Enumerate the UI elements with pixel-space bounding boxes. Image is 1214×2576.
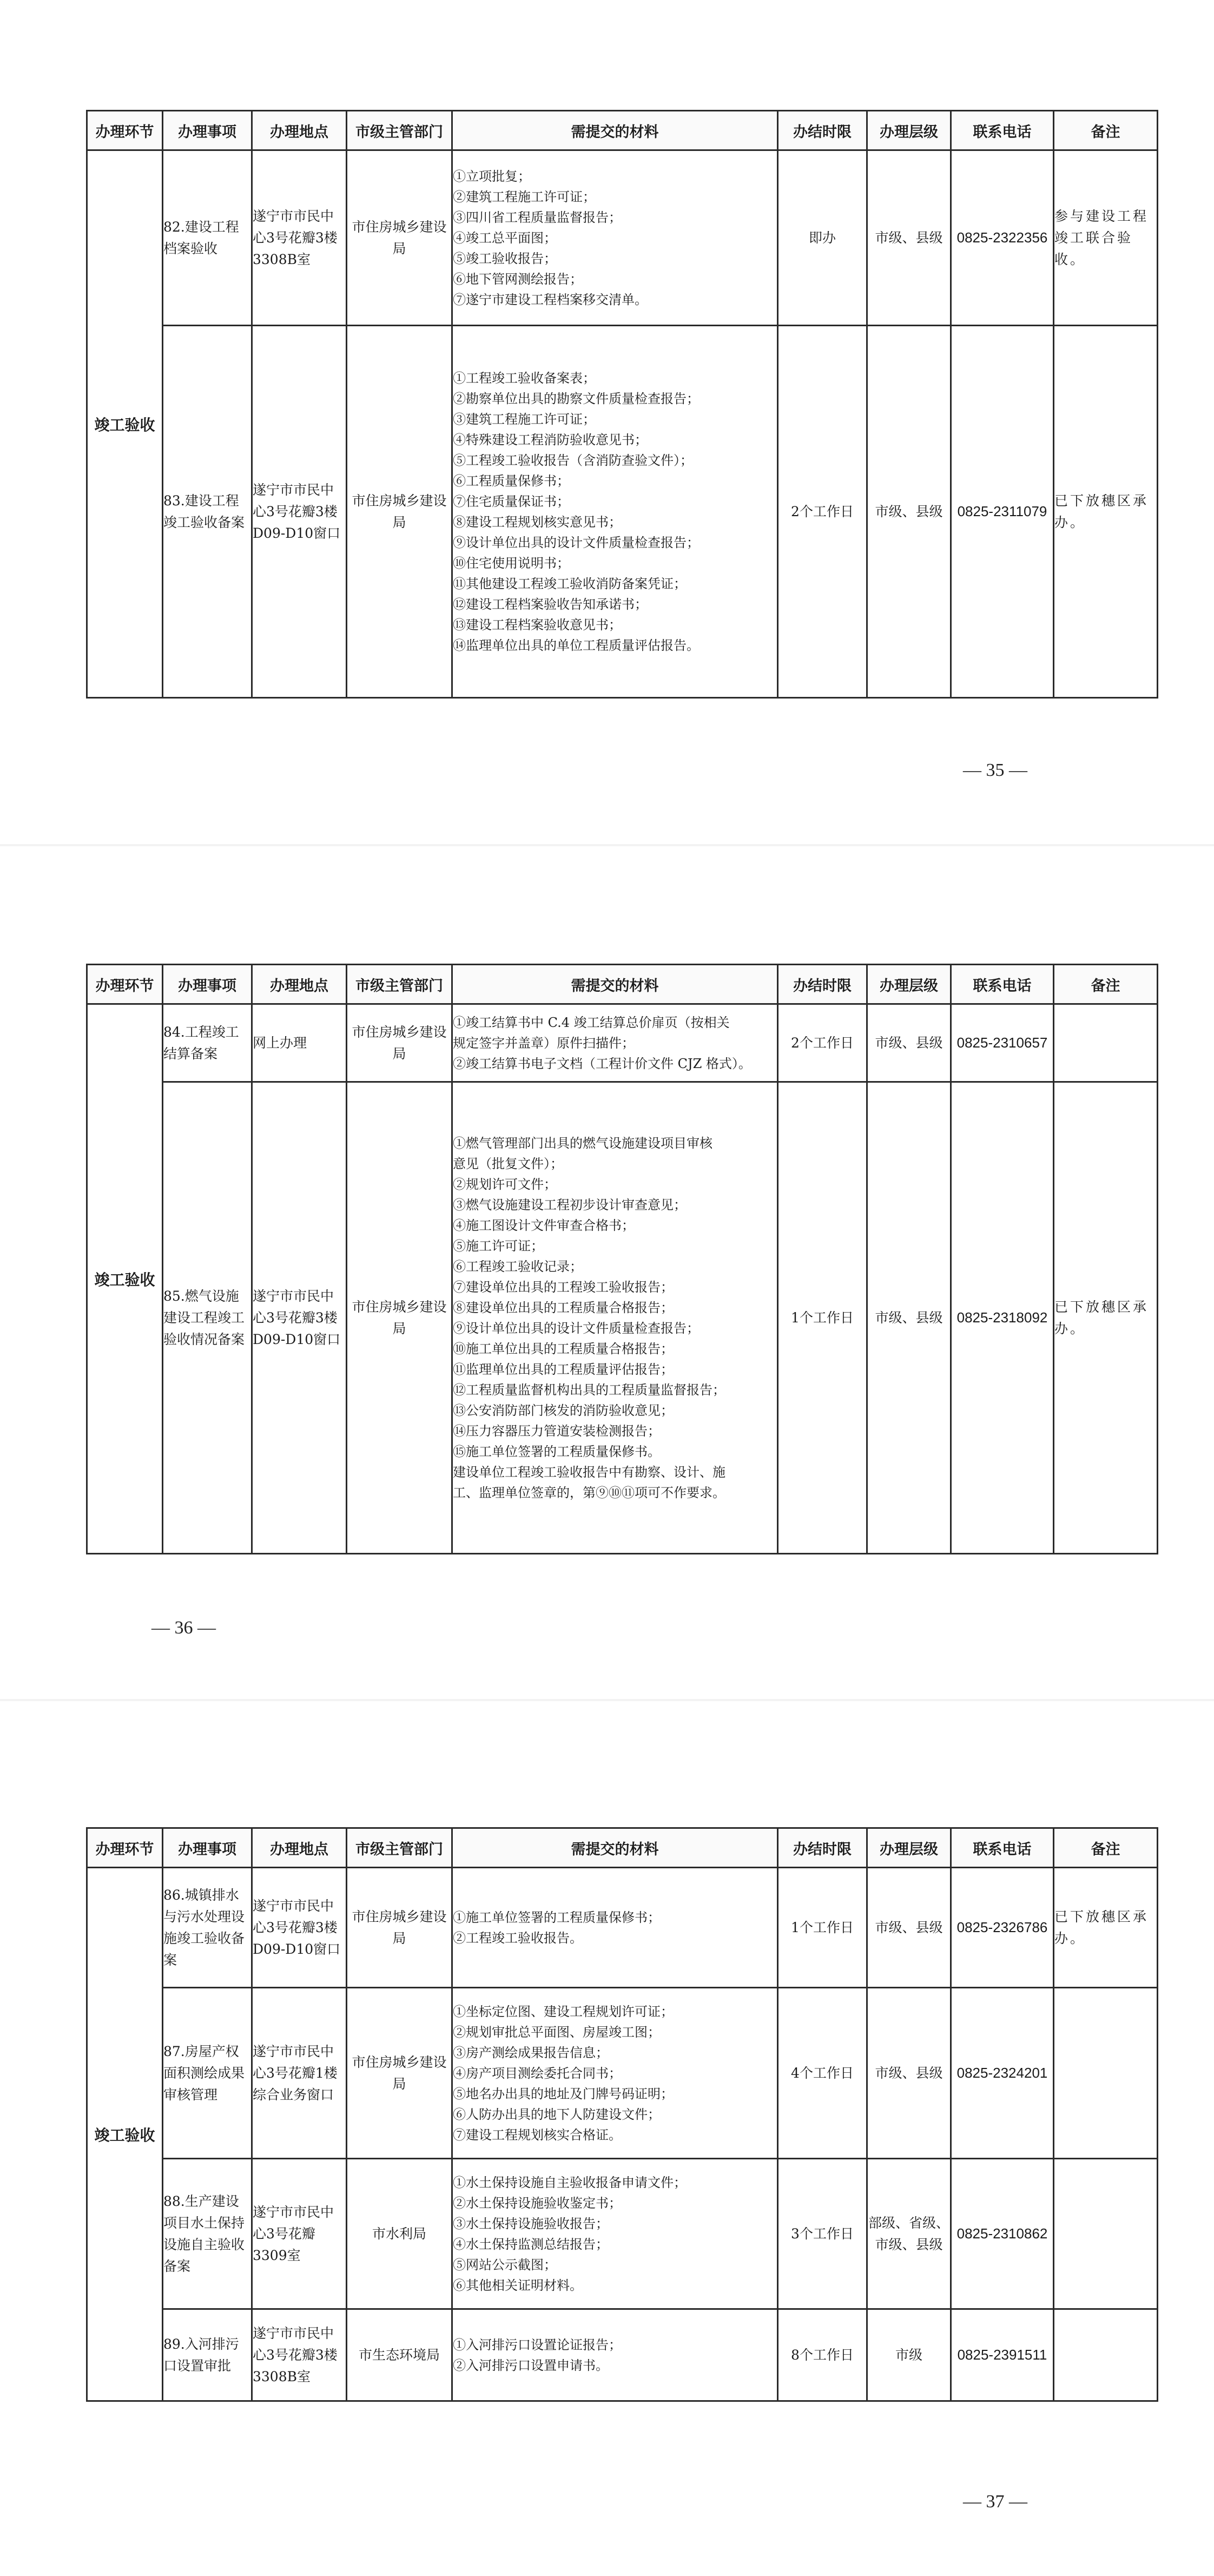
col-header-time: 办结时限	[778, 111, 867, 150]
note-cell: 已下放穗区承办。	[1054, 1868, 1158, 1988]
material-line: ⑤竣工验收报告；	[453, 251, 557, 266]
col-header-level: 办理层级	[867, 1828, 951, 1868]
col-header-materials: 需提交的材料	[452, 111, 778, 150]
level-cell: 市级、县级	[867, 1082, 951, 1554]
material-line: ④施工图设计文件审查合格书；	[453, 1217, 635, 1233]
col-header-stage: 办理环节	[87, 111, 163, 150]
page-36-table	[86, 964, 1158, 1554]
material-line: ②竣工结算书电子文档（工程计价文件 CJZ 格式）。	[453, 1056, 751, 1071]
material-line: 意见（批复文件）；	[453, 1156, 563, 1171]
dept-cell: 市住房城乡建设局	[347, 326, 452, 698]
material-line: ⑦建设工程规划核实合格证。	[453, 2127, 622, 2143]
level-cell: 市级、县级	[867, 326, 951, 698]
materials-cell	[452, 1988, 778, 2159]
item-cell: 87.房屋产权面积测绘成果审核管理	[163, 1988, 252, 2159]
material-line: ⑦遂宁市建设工程档案移交清单。	[453, 292, 648, 307]
material-line: ①坐标定位图、建设工程规划许可证；	[453, 2004, 674, 2019]
material-line: ⑩施工单位出具的工程质量合格报告；	[453, 1341, 674, 1356]
table-row	[87, 1868, 1158, 1988]
material-line: ⑧建设单位出具的工程质量合格报告；	[453, 1300, 674, 1315]
item-cell: 84.工程竣工结算备案	[163, 1004, 252, 1082]
dept-cell: 市住房城乡建设局	[347, 1988, 452, 2159]
stage-cell: 竣工验收	[87, 150, 163, 698]
time-cell: 3个工作日	[778, 2159, 867, 2309]
phone-cell: 0825-2310862	[951, 2159, 1054, 2309]
time-cell: 2个工作日	[778, 1004, 867, 1082]
level-cell: 市级、县级	[867, 1988, 951, 2159]
col-header-materials: 需提交的材料	[452, 965, 778, 1004]
material-line: ④水土保持监测总结报告；	[453, 2236, 609, 2252]
material-line: ⑥人防办出具的地下人防建设文件；	[453, 2106, 661, 2122]
table-row	[87, 2309, 1158, 2401]
dept-cell: 市生态环境局	[347, 2309, 452, 2401]
table-row	[87, 1004, 1158, 1082]
material-line: ⑤网站公示截图；	[453, 2257, 557, 2272]
dept-cell: 市水利局	[347, 2159, 452, 2309]
phone-cell: 0825-2318092	[951, 1082, 1054, 1554]
material-line: ①施工单位签署的工程质量保修书；	[453, 1909, 661, 1925]
material-line: ⑥其他相关证明材料。	[453, 2277, 583, 2293]
materials-cell	[452, 2159, 778, 2309]
material-line: ⑤地名办出具的地址及门牌号码证明；	[453, 2086, 674, 2101]
page-number: — 36 —	[151, 1618, 216, 1638]
material-line: ①工程竣工验收备案表；	[453, 370, 596, 386]
col-header-place: 办理地点	[252, 111, 347, 150]
note-cell	[1054, 1004, 1158, 1082]
material-line: ⑤工程竣工验收报告（含消防查验文件）；	[453, 452, 693, 468]
material-line: ⑩住宅使用说明书；	[453, 555, 570, 571]
material-line: ⑭压力容器压力管道安装检测报告；	[453, 1423, 661, 1439]
level-cell: 部级、省级、市级、县级	[867, 2159, 951, 2309]
material-line: ②工程竣工验收报告。	[453, 1930, 583, 1946]
table-row	[87, 1988, 1158, 2159]
col-header-stage: 办理环节	[87, 1828, 163, 1868]
material-line: ⑥工程竣工验收记录；	[453, 1259, 583, 1274]
page-number: — 37 —	[963, 2492, 1027, 2512]
note-cell	[1054, 2309, 1158, 2401]
dept-cell: 市住房城乡建设局	[347, 1868, 452, 1988]
material-line: ④竣工总平面图；	[453, 230, 557, 246]
col-header-dept: 市级主管部门	[347, 111, 452, 150]
place-cell: 网上办理	[252, 1004, 347, 1082]
col-header-note: 备注	[1054, 1828, 1158, 1868]
materials-cell	[452, 1082, 778, 1554]
material-line: ⑬建设工程档案验收意见书；	[453, 617, 622, 633]
note-cell: 参与建设工程竣工联合验收。	[1054, 150, 1158, 326]
materials-cell	[452, 1868, 778, 1988]
place-cell: 遂宁市市民中心3号花瓣3楼3308B室	[252, 2309, 347, 2401]
material-line: ③四川省工程质量监督报告；	[453, 209, 622, 225]
material-line: ⑦建设单位出具的工程竣工验收报告；	[453, 1279, 674, 1295]
col-header-place: 办理地点	[252, 965, 347, 1004]
table-row	[87, 326, 1158, 698]
phone-cell: 0825-2310657	[951, 1004, 1054, 1082]
material-line: ⑮施工单位签署的工程质量保修书。	[453, 1444, 661, 1459]
material-line: ②入河排污口设置申请书。	[453, 2357, 609, 2373]
phone-cell: 0825-2324201	[951, 1988, 1054, 2159]
material-line: ⑤施工许可证；	[453, 1238, 544, 1254]
page-separator	[0, 844, 1214, 846]
col-header-note: 备注	[1054, 111, 1158, 150]
materials-cell	[452, 1004, 778, 1082]
page-separator	[0, 1699, 1214, 1701]
place-cell: 遂宁市市民中心3号花瓣3楼 D09-D10窗口	[252, 1868, 347, 1988]
col-header-dept: 市级主管部门	[347, 965, 452, 1004]
item-cell: 89.入河排污口设置审批	[163, 2309, 252, 2401]
place-cell: 遂宁市市民中心3号花瓣3楼3308B室	[252, 150, 347, 326]
material-line: ⑥工程质量保修书；	[453, 473, 570, 489]
table-row	[87, 150, 1158, 326]
table-row	[87, 1082, 1158, 1554]
note-cell: 已下放穗区承办。	[1054, 326, 1158, 698]
material-line: ⑭监理单位出具的单位工程质量评估报告。	[453, 637, 700, 653]
col-header-materials: 需提交的材料	[452, 1828, 778, 1868]
material-line: ⑨设计单位出具的设计文件质量检查报告；	[453, 1320, 700, 1336]
material-line: ②建筑工程施工许可证；	[453, 189, 596, 205]
level-cell: 市级、县级	[867, 1004, 951, 1082]
item-cell: 85.燃气设施建设工程竣工验收情况备案	[163, 1082, 252, 1554]
place-cell: 遂宁市市民中心3号花瓣3楼 D09-D10窗口	[252, 326, 347, 698]
time-cell: 8个工作日	[778, 2309, 867, 2401]
material-line: ③水土保持设施验收报告；	[453, 2216, 609, 2231]
level-cell: 市级、县级	[867, 1868, 951, 1988]
note-cell: 已下放穗区承办。	[1054, 1082, 1158, 1554]
dept-cell: 市住房城乡建设局	[347, 1082, 452, 1554]
material-line: 建设单位工程竣工验收报告中有勘察、设计、施	[453, 1464, 725, 1480]
material-line: ③燃气设施建设工程初步设计审查意见；	[453, 1197, 687, 1213]
dept-cell: 市住房城乡建设局	[347, 1004, 452, 1082]
item-cell: 82.建设工程档案验收	[163, 150, 252, 326]
note-cell	[1054, 2159, 1158, 2309]
header-row	[87, 965, 1158, 1004]
material-line: 工、监理单位签章的，第⑨⑩⑪项可不作要求。	[453, 1485, 725, 1500]
col-header-level: 办理层级	[867, 965, 951, 1004]
material-line: ⑫工程质量监督机构出具的工程质量监督报告；	[453, 1382, 725, 1398]
level-cell: 市级、县级	[867, 150, 951, 326]
place-cell: 遂宁市市民中心3号花瓣3309室	[252, 2159, 347, 2309]
page-37-table	[86, 1827, 1158, 2402]
materials-cell	[452, 150, 778, 326]
item-cell: 86.城镇排水与污水处理设施竣工验收备案	[163, 1868, 252, 1988]
page-35-table	[86, 110, 1158, 699]
dept-cell: 市住房城乡建设局	[347, 150, 452, 326]
col-header-phone: 联系电话	[951, 1828, 1054, 1868]
phone-cell: 0825-2326786	[951, 1868, 1054, 1988]
material-line: ⑫建设工程档案验收告知承诺书；	[453, 596, 648, 612]
time-cell: 4个工作日	[778, 1988, 867, 2159]
col-header-item: 办理事项	[163, 965, 252, 1004]
note-cell	[1054, 1988, 1158, 2159]
material-line: ①竣工结算书中 C.4 竣工结算总价扉页（按相关	[453, 1014, 730, 1030]
material-line: ③建筑工程施工许可证；	[453, 411, 596, 427]
material-line: ①燃气管理部门出具的燃气设施建设项目审核	[453, 1135, 712, 1151]
material-line: ①水土保持设施自主验收报备申请文件；	[453, 2175, 687, 2190]
material-line: ⑧建设工程规划核实意见书；	[453, 514, 622, 530]
col-header-place: 办理地点	[252, 1828, 347, 1868]
material-line: ⑦住宅质量保证书；	[453, 493, 570, 509]
material-line: ②水土保持设施验收鉴定书；	[453, 2195, 622, 2211]
page-number: — 35 —	[963, 760, 1027, 780]
time-cell: 1个工作日	[778, 1082, 867, 1554]
material-line: ⑪其他建设工程竣工验收消防备案凭证；	[453, 576, 687, 591]
material-line: ④特殊建设工程消防验收意见书；	[453, 432, 648, 447]
stage-cell: 竣工验收	[87, 1868, 163, 2401]
col-header-note: 备注	[1054, 965, 1158, 1004]
header-row	[87, 111, 1158, 150]
material-line: ②规划许可文件；	[453, 1176, 557, 1192]
time-cell: 1个工作日	[778, 1868, 867, 1988]
material-line: ⑥地下管网测绘报告；	[453, 271, 583, 287]
col-header-phone: 联系电话	[951, 965, 1054, 1004]
phone-cell: 0825-2322356	[951, 150, 1054, 326]
col-header-dept: 市级主管部门	[347, 1828, 452, 1868]
material-line: 规定签字并盖章）原件扫描件；	[453, 1035, 635, 1051]
table-row	[87, 2159, 1158, 2309]
item-cell: 83.建设工程竣工验收备案	[163, 326, 252, 698]
place-cell: 遂宁市市民中心3号花瓣1楼综合业务窗口	[252, 1988, 347, 2159]
place-cell: 遂宁市市民中心3号花瓣3楼 D09-D10窗口	[252, 1082, 347, 1554]
material-line: ③房产测绘成果报告信息；	[453, 2045, 609, 2060]
phone-cell: 0825-2311079	[951, 326, 1054, 698]
phone-cell: 0825-2391511	[951, 2309, 1054, 2401]
col-header-time: 办结时限	[778, 965, 867, 1004]
material-line: ④房产项目测绘委托合同书；	[453, 2065, 622, 2081]
materials-cell	[452, 2309, 778, 2401]
stage-cell: 竣工验收	[87, 1004, 163, 1554]
materials-cell	[452, 326, 778, 698]
material-line: ⑪监理单位出具的工程质量评估报告；	[453, 1361, 674, 1377]
col-header-time: 办结时限	[778, 1828, 867, 1868]
material-line: ①立项批复；	[453, 168, 531, 184]
col-header-level: 办理层级	[867, 111, 951, 150]
material-line: ①入河排污口设置论证报告；	[453, 2337, 622, 2353]
time-cell: 即办	[778, 150, 867, 326]
level-cell: 市级	[867, 2309, 951, 2401]
material-line: ⑨设计单位出具的设计文件质量检查报告；	[453, 535, 700, 550]
time-cell: 2个工作日	[778, 326, 867, 698]
col-header-item: 办理事项	[163, 111, 252, 150]
material-line: ⑬公安消防部门核发的消防验收意见；	[453, 1402, 674, 1418]
material-line: ②勘察单位出具的勘察文件质量检查报告；	[453, 391, 700, 406]
material-line: ②规划审批总平面图、房屋竣工图；	[453, 2024, 661, 2040]
item-cell: 88.生产建设项目水土保持设施自主验收备案	[163, 2159, 252, 2309]
header-row	[87, 1828, 1158, 1868]
col-header-phone: 联系电话	[951, 111, 1054, 150]
col-header-item: 办理事项	[163, 1828, 252, 1868]
col-header-stage: 办理环节	[87, 965, 163, 1004]
